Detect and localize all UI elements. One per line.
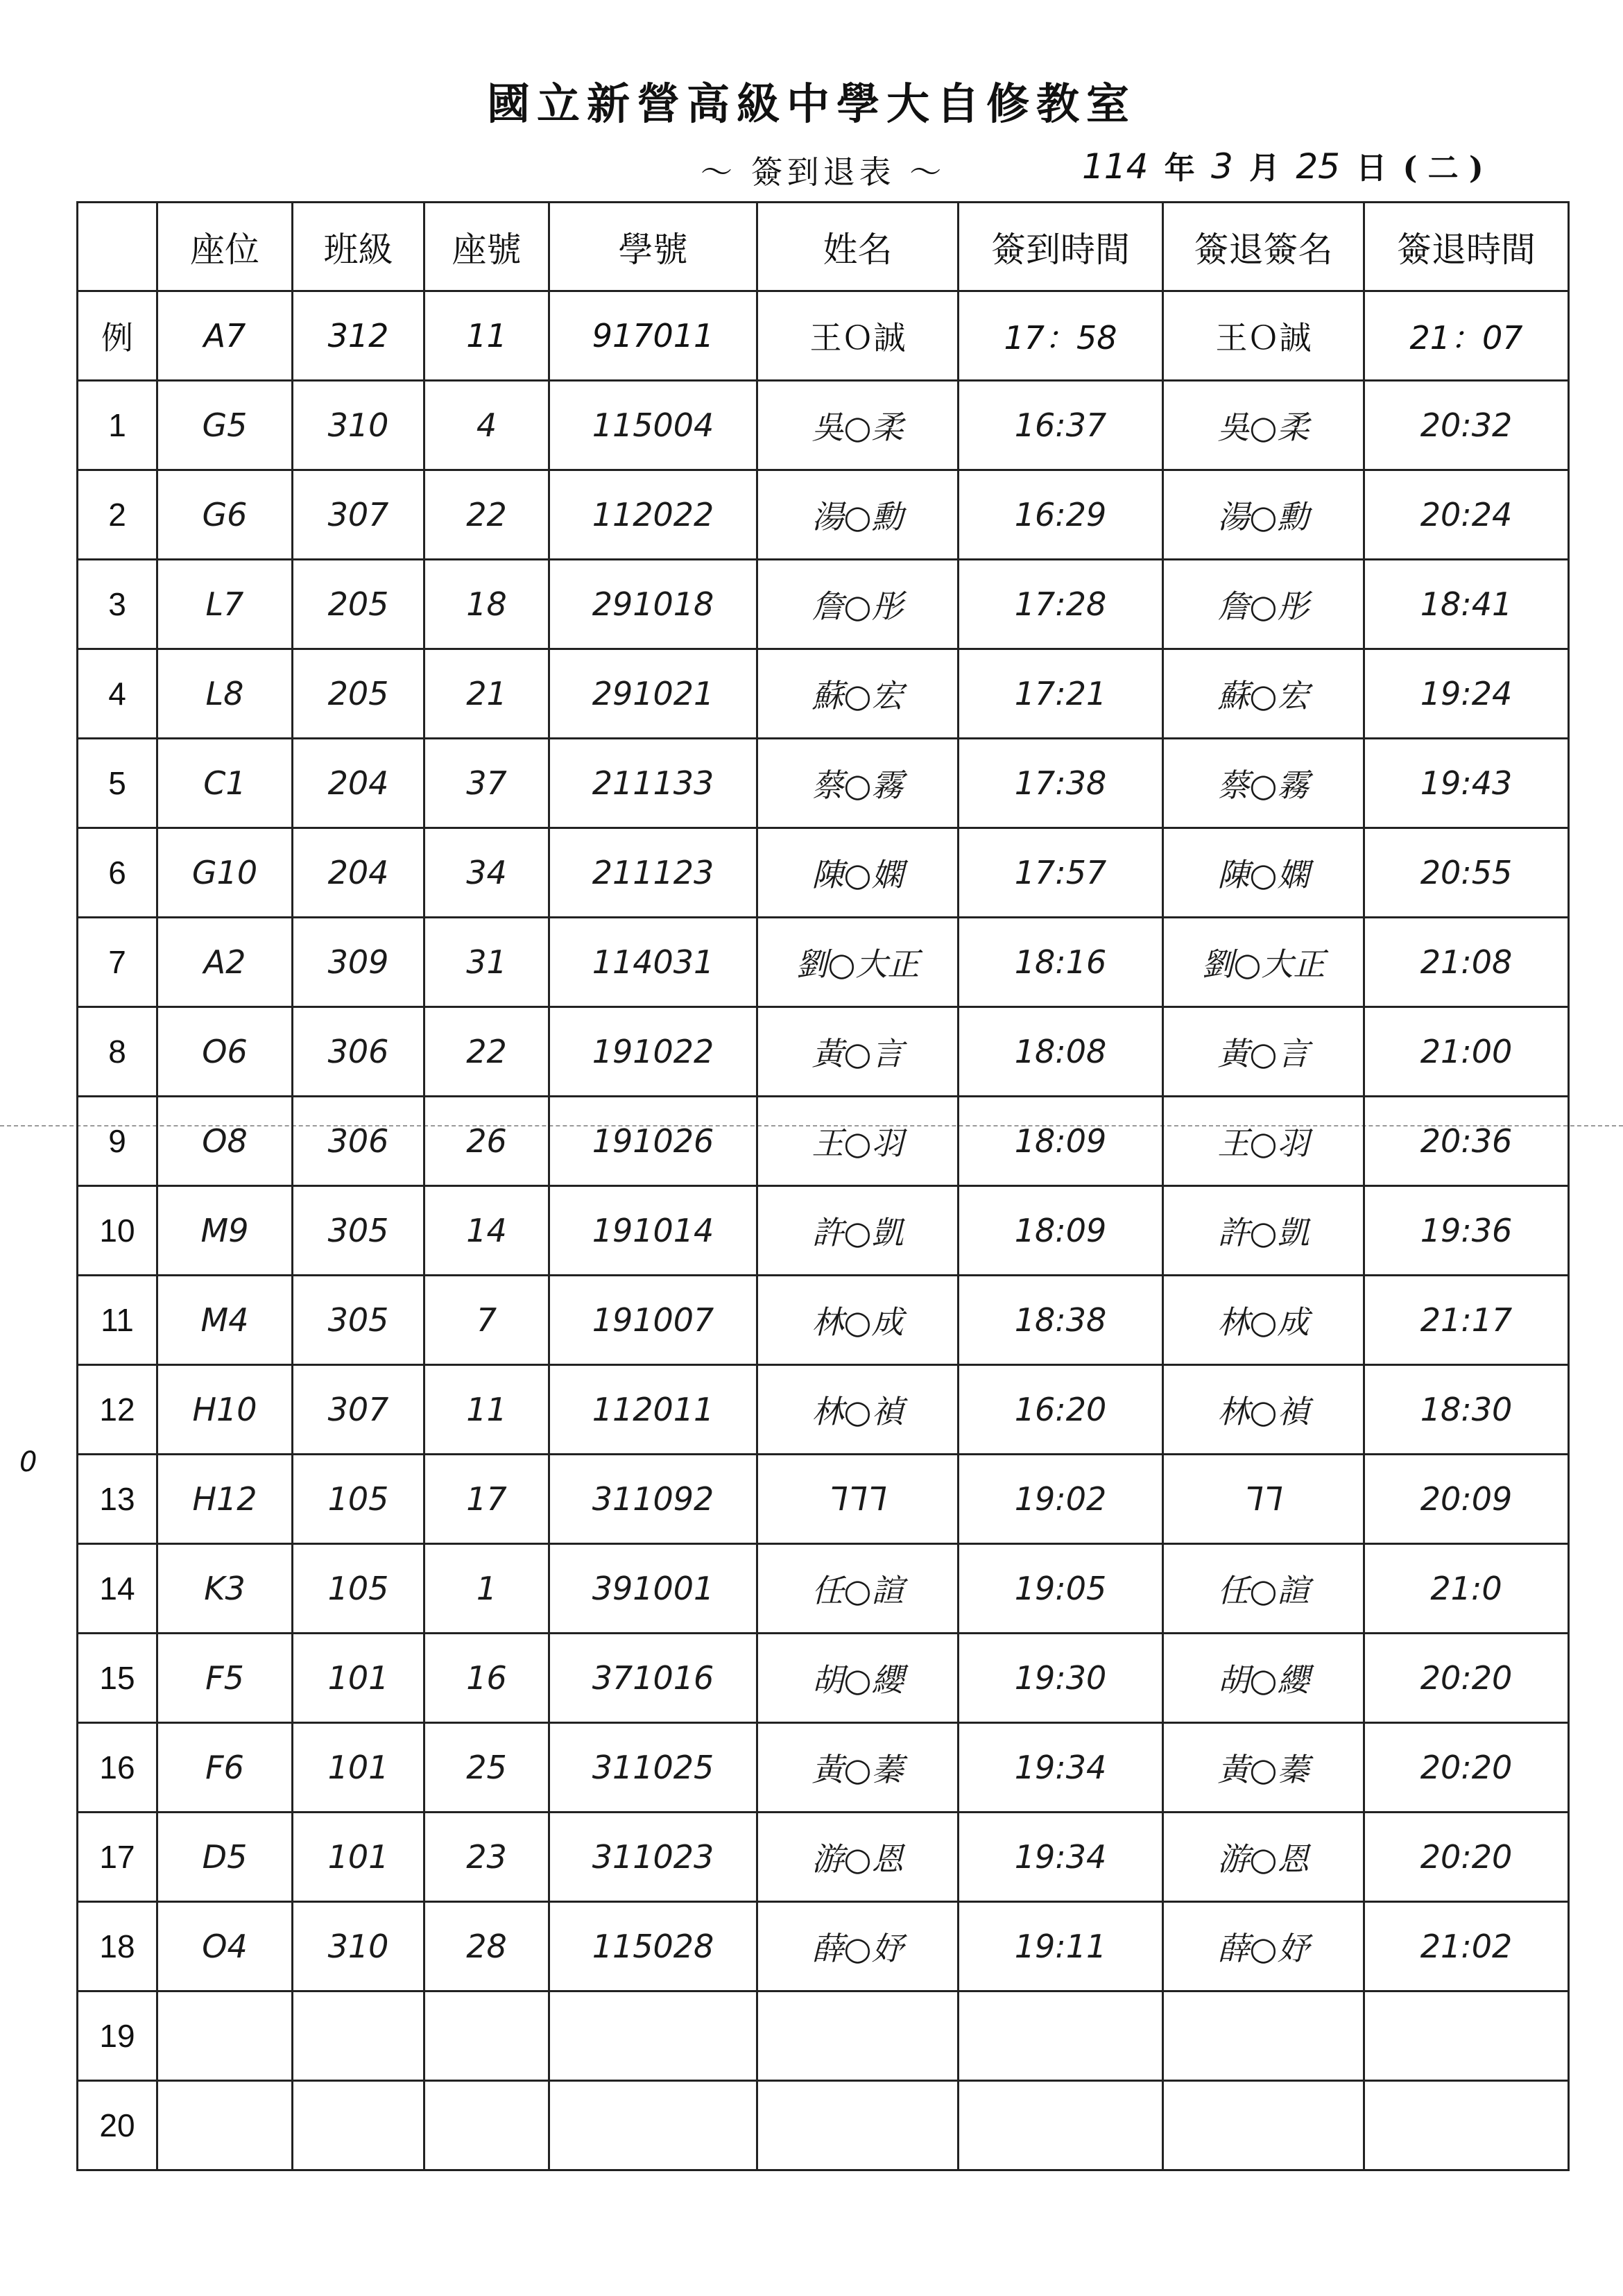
cell-seat <box>157 2081 293 2170</box>
cell-student-id: 311023 <box>549 1813 757 1902</box>
cell-sign-out-time: 20:20 <box>1364 1634 1569 1723</box>
cell-name: 王Ｏ誠 <box>757 291 959 381</box>
cell-name: 蔡○霧 <box>757 739 959 828</box>
cell-sign-in-time: 19:30 <box>959 1634 1163 1723</box>
row-number: 例 <box>78 291 157 381</box>
cell-seat-no: 37 <box>424 739 549 828</box>
cell-sign-out-name: ᒣᒣ <box>1163 1455 1364 1544</box>
cell-seat-no: 34 <box>424 828 549 918</box>
cell-sign-in-time: 16:20 <box>959 1365 1163 1455</box>
cell-class <box>293 1991 424 2081</box>
cell-seat-no: 16 <box>424 1634 549 1723</box>
cell-student-id <box>549 2081 757 2170</box>
cell-sign-out-time: 20:20 <box>1364 1813 1569 1902</box>
cell-sign-out-time: 18:30 <box>1364 1365 1569 1455</box>
cell-name: 劉○大正 <box>757 918 959 1007</box>
cell-sign-in-time: 17:21 <box>959 649 1163 739</box>
cell-seat-no <box>424 1991 549 2081</box>
cell-sign-out-time: 21:02 <box>1364 1902 1569 1991</box>
cell-seat: O6 <box>157 1007 293 1097</box>
cell-seat: L8 <box>157 649 293 739</box>
col-header-name: 姓名 <box>757 203 959 291</box>
table-row <box>78 828 1569 918</box>
header-row <box>78 203 1569 291</box>
row-number: 4 <box>78 649 157 739</box>
cell-sign-out-time: 20:36 <box>1364 1097 1569 1186</box>
cell-seat: G6 <box>157 470 293 560</box>
cell-student-id: 391001 <box>549 1544 757 1634</box>
cell-seat-no: 14 <box>424 1186 549 1276</box>
cell-sign-out-time: 20:32 <box>1364 381 1569 470</box>
cell-name: 胡○纓 <box>757 1634 959 1723</box>
col-header-seat-no: 座號 <box>424 203 549 291</box>
cell-student-id: 371016 <box>549 1634 757 1723</box>
row-number: 18 <box>78 1902 157 1991</box>
cell-sign-in-time: 18:38 <box>959 1276 1163 1365</box>
cell-sign-out-time: 19:43 <box>1364 739 1569 828</box>
cell-seat <box>157 1991 293 2081</box>
cell-class <box>293 2081 424 2170</box>
date-year-label: 年 <box>1164 151 1195 186</box>
table-row <box>78 1097 1569 1186</box>
cell-sign-out-time: 21:00 <box>1364 1007 1569 1097</box>
cell-seat: C1 <box>157 739 293 828</box>
cell-sign-out-name: 詹○彤 <box>1163 560 1364 649</box>
cell-sign-out-name: 許○凱 <box>1163 1186 1364 1276</box>
cell-sign-out-name: 黃○言 <box>1163 1007 1364 1097</box>
cell-class: 305 <box>293 1276 424 1365</box>
cell-seat: K3 <box>157 1544 293 1634</box>
cell-seat-no: 28 <box>424 1902 549 1991</box>
table-row <box>78 470 1569 560</box>
cell-seat-no: 1 <box>424 1544 549 1634</box>
cell-student-id: 291021 <box>549 649 757 739</box>
row-number: 9 <box>78 1097 157 1186</box>
cell-seat-no: 23 <box>424 1813 549 1902</box>
cell-name <box>757 1991 959 2081</box>
cell-sign-out-name: 吳○柔 <box>1163 381 1364 470</box>
cell-sign-out-time: 21:17 <box>1364 1276 1569 1365</box>
cell-name: ᒣᒣᒣ <box>757 1455 959 1544</box>
cell-sign-out-name: 薛○妤 <box>1163 1902 1364 1991</box>
cell-class: 101 <box>293 1723 424 1813</box>
table-row <box>78 1991 1569 2081</box>
cell-student-id: 191007 <box>549 1276 757 1365</box>
table-row <box>78 1634 1569 1723</box>
cell-seat: A2 <box>157 918 293 1007</box>
table-row <box>78 1186 1569 1276</box>
page-title: 國立新營高級中學大自修教室 <box>486 78 1136 129</box>
cell-name: 薛○妤 <box>757 1902 959 1991</box>
cell-name: 詹○彤 <box>757 560 959 649</box>
row-number: 8 <box>78 1007 157 1097</box>
cell-class: 205 <box>293 649 424 739</box>
sign-in-table <box>76 201 1570 2171</box>
row-number: 7 <box>78 918 157 1007</box>
cell-student-id: 191014 <box>549 1186 757 1276</box>
cell-class: 312 <box>293 291 424 381</box>
cell-seat: H12 <box>157 1455 293 1544</box>
cell-class: 307 <box>293 470 424 560</box>
cell-student-id: 115028 <box>549 1902 757 1991</box>
cell-seat-no: 11 <box>424 291 549 381</box>
row-number: 13 <box>78 1455 157 1544</box>
cell-sign-out-name: 黃○蓁 <box>1163 1723 1364 1813</box>
cell-seat-no: 22 <box>424 1007 549 1097</box>
cell-sign-in-time: 18:08 <box>959 1007 1163 1097</box>
cell-class: 205 <box>293 560 424 649</box>
cell-sign-out-name: 陳○嫻 <box>1163 828 1364 918</box>
cell-sign-in-time: 17:38 <box>959 739 1163 828</box>
row-number: 11 <box>78 1276 157 1365</box>
cell-seat: F5 <box>157 1634 293 1723</box>
cell-sign-in-time: 16:37 <box>959 381 1163 470</box>
cell-seat-no: 22 <box>424 470 549 560</box>
col-header-student-id: 學號 <box>549 203 757 291</box>
cell-name: 吳○柔 <box>757 381 959 470</box>
cell-student-id: 211123 <box>549 828 757 918</box>
cell-sign-in-time: 18:16 <box>959 918 1163 1007</box>
cell-name: 游○恩 <box>757 1813 959 1902</box>
cell-seat: G10 <box>157 828 293 918</box>
cell-name: 許○凱 <box>757 1186 959 1276</box>
cell-seat-no: 31 <box>424 918 549 1007</box>
cell-sign-out-name: 蘇○宏 <box>1163 649 1364 739</box>
cell-class: 310 <box>293 381 424 470</box>
table-row <box>78 560 1569 649</box>
cell-seat: O4 <box>157 1902 293 1991</box>
cell-sign-out-name <box>1163 2081 1364 2170</box>
row-number: 14 <box>78 1544 157 1634</box>
cell-seat: G5 <box>157 381 293 470</box>
cell-student-id: 291018 <box>549 560 757 649</box>
cell-sign-out-time: 19:36 <box>1364 1186 1569 1276</box>
cell-student-id: 311025 <box>549 1723 757 1813</box>
cell-sign-in-time: 19:11 <box>959 1902 1163 1991</box>
table-row <box>78 2081 1569 2170</box>
cell-class: 204 <box>293 739 424 828</box>
cell-student-id: 917011 <box>549 291 757 381</box>
table-row <box>78 1813 1569 1902</box>
date-day: 25 <box>1296 146 1340 187</box>
row-number: 10 <box>78 1186 157 1276</box>
cell-seat-no <box>424 2081 549 2170</box>
cell-sign-out-name: 胡○纓 <box>1163 1634 1364 1723</box>
cell-class: 307 <box>293 1365 424 1455</box>
cell-sign-out-time <box>1364 2081 1569 2170</box>
cell-sign-out-name: 湯○勳 <box>1163 470 1364 560</box>
cell-seat: F6 <box>157 1723 293 1813</box>
table-row <box>78 381 1569 470</box>
cell-sign-in-time: 17:57 <box>959 828 1163 918</box>
cell-sign-out-name: 林○成 <box>1163 1276 1364 1365</box>
col-header-sign-in-time: 簽到時間 <box>959 203 1163 291</box>
cell-sign-out-name: 任○諠 <box>1163 1544 1364 1634</box>
cell-name: 黃○蓁 <box>757 1723 959 1813</box>
form-subtitle: ～ 簽到退表 ～ <box>701 153 946 191</box>
cell-student-id: 191022 <box>549 1007 757 1097</box>
cell-sign-out-time: 20:09 <box>1364 1455 1569 1544</box>
cell-seat: M4 <box>157 1276 293 1365</box>
cell-student-id: 115004 <box>549 381 757 470</box>
cell-sign-in-time: 19:05 <box>959 1544 1163 1634</box>
cell-seat-no: 18 <box>424 560 549 649</box>
cell-sign-out-time: 20:20 <box>1364 1723 1569 1813</box>
cell-sign-out-time: 21:0 <box>1364 1544 1569 1634</box>
row-number: 16 <box>78 1723 157 1813</box>
cell-seat: D5 <box>157 1813 293 1902</box>
table-row <box>78 1902 1569 1991</box>
cell-class: 310 <box>293 1902 424 1991</box>
cell-sign-out-name <box>1163 1991 1364 2081</box>
cell-seat-no: 4 <box>424 381 549 470</box>
cell-sign-in-time: 19:34 <box>959 1723 1163 1813</box>
cell-name: 林○禎 <box>757 1365 959 1455</box>
cell-seat-no: 17 <box>424 1455 549 1544</box>
cell-name: 陳○嫻 <box>757 828 959 918</box>
cell-class: 306 <box>293 1097 424 1186</box>
col-header-class: 班級 <box>293 203 424 291</box>
row-number: 6 <box>78 828 157 918</box>
cell-sign-out-time <box>1364 1991 1569 2081</box>
date-month: 3 <box>1210 146 1233 187</box>
cell-student-id: 211133 <box>549 739 757 828</box>
cell-name: 林○成 <box>757 1276 959 1365</box>
cell-name: 任○諠 <box>757 1544 959 1634</box>
cell-sign-in-time: 18:09 <box>959 1186 1163 1276</box>
date-month-label: 月 <box>1249 151 1280 186</box>
table-row <box>78 1007 1569 1097</box>
table-row <box>78 1723 1569 1813</box>
cell-class: 204 <box>293 828 424 918</box>
cell-student-id: 112022 <box>549 470 757 560</box>
cell-student-id: 191026 <box>549 1097 757 1186</box>
cell-seat-no: 21 <box>424 649 549 739</box>
row-number: 5 <box>78 739 157 828</box>
cell-class: 105 <box>293 1455 424 1544</box>
margin-mark: 0 <box>19 1446 37 1478</box>
cell-student-id: 311092 <box>549 1455 757 1544</box>
row-number: 1 <box>78 381 157 470</box>
cell-class: 101 <box>293 1634 424 1723</box>
example-row <box>78 291 1569 381</box>
cell-student-id <box>549 1991 757 2081</box>
table-row <box>78 918 1569 1007</box>
cell-student-id: 112011 <box>549 1365 757 1455</box>
cell-sign-out-name: 蔡○霧 <box>1163 739 1364 828</box>
cell-seat: L7 <box>157 560 293 649</box>
cell-class: 309 <box>293 918 424 1007</box>
cell-seat-no: 26 <box>424 1097 549 1186</box>
cell-sign-out-time: 19:24 <box>1364 649 1569 739</box>
cell-seat: M9 <box>157 1186 293 1276</box>
cell-name: 蘇○宏 <box>757 649 959 739</box>
cell-seat-no: 11 <box>424 1365 549 1455</box>
cell-name <box>757 2081 959 2170</box>
cell-class: 306 <box>293 1007 424 1097</box>
cell-name: 黃○言 <box>757 1007 959 1097</box>
cell-sign-out-time: 20:24 <box>1364 470 1569 560</box>
cell-sign-in-time: 19:02 <box>959 1455 1163 1544</box>
col-header-sign-out-time: 簽退時間 <box>1364 203 1569 291</box>
cell-seat-no: 25 <box>424 1723 549 1813</box>
cell-student-id: 114031 <box>549 918 757 1007</box>
cell-sign-out-time: 20:55 <box>1364 828 1569 918</box>
cell-sign-out-name: 劉○大正 <box>1163 918 1364 1007</box>
cell-name: 湯○勳 <box>757 470 959 560</box>
table-row <box>78 1276 1569 1365</box>
cell-sign-in-time: 19:34 <box>959 1813 1163 1902</box>
cell-sign-out-time: 21：07 <box>1364 291 1569 381</box>
row-number: 20 <box>78 2081 157 2170</box>
cell-name: 王○羽 <box>757 1097 959 1186</box>
date-day-label: 日 <box>1356 151 1387 186</box>
cell-class: 101 <box>293 1813 424 1902</box>
col-header-sign-out-name: 簽退簽名 <box>1163 203 1364 291</box>
row-number: 19 <box>78 1991 157 2081</box>
cell-sign-in-time: 16:29 <box>959 470 1163 560</box>
table-row <box>78 739 1569 828</box>
cell-seat: H10 <box>157 1365 293 1455</box>
table-row <box>78 1544 1569 1634</box>
col-header-no <box>78 203 157 291</box>
table-row <box>78 1365 1569 1455</box>
cell-sign-out-time: 21:08 <box>1364 918 1569 1007</box>
cell-sign-in-time: 18:09 <box>959 1097 1163 1186</box>
cell-sign-out-name: 王○羽 <box>1163 1097 1364 1186</box>
row-number: 12 <box>78 1365 157 1455</box>
cell-sign-out-name: 游○恩 <box>1163 1813 1364 1902</box>
cell-seat: O8 <box>157 1097 293 1186</box>
date-line <box>1082 143 1489 187</box>
row-number: 3 <box>78 560 157 649</box>
cell-class: 105 <box>293 1544 424 1634</box>
col-header-seat: 座位 <box>157 203 293 291</box>
cell-sign-in-time: 17:28 <box>959 560 1163 649</box>
cell-sign-in-time <box>959 2081 1163 2170</box>
cell-sign-out-time: 18:41 <box>1364 560 1569 649</box>
cell-sign-out-name: 林○禎 <box>1163 1365 1364 1455</box>
row-number: 17 <box>78 1813 157 1902</box>
table-row <box>78 649 1569 739</box>
cell-seat: A7 <box>157 291 293 381</box>
cell-sign-in-time <box>959 1991 1163 2081</box>
cell-sign-in-time: 17：58 <box>959 291 1163 381</box>
cell-sign-out-name: 王Ｏ誠 <box>1163 291 1364 381</box>
date-year: 114 <box>1082 146 1149 187</box>
cell-class: 305 <box>293 1186 424 1276</box>
cell-seat-no: 7 <box>424 1276 549 1365</box>
table-row <box>78 1455 1569 1544</box>
date-weekday: ( 二 ) <box>1402 151 1484 186</box>
row-number: 15 <box>78 1634 157 1723</box>
row-number: 2 <box>78 470 157 560</box>
